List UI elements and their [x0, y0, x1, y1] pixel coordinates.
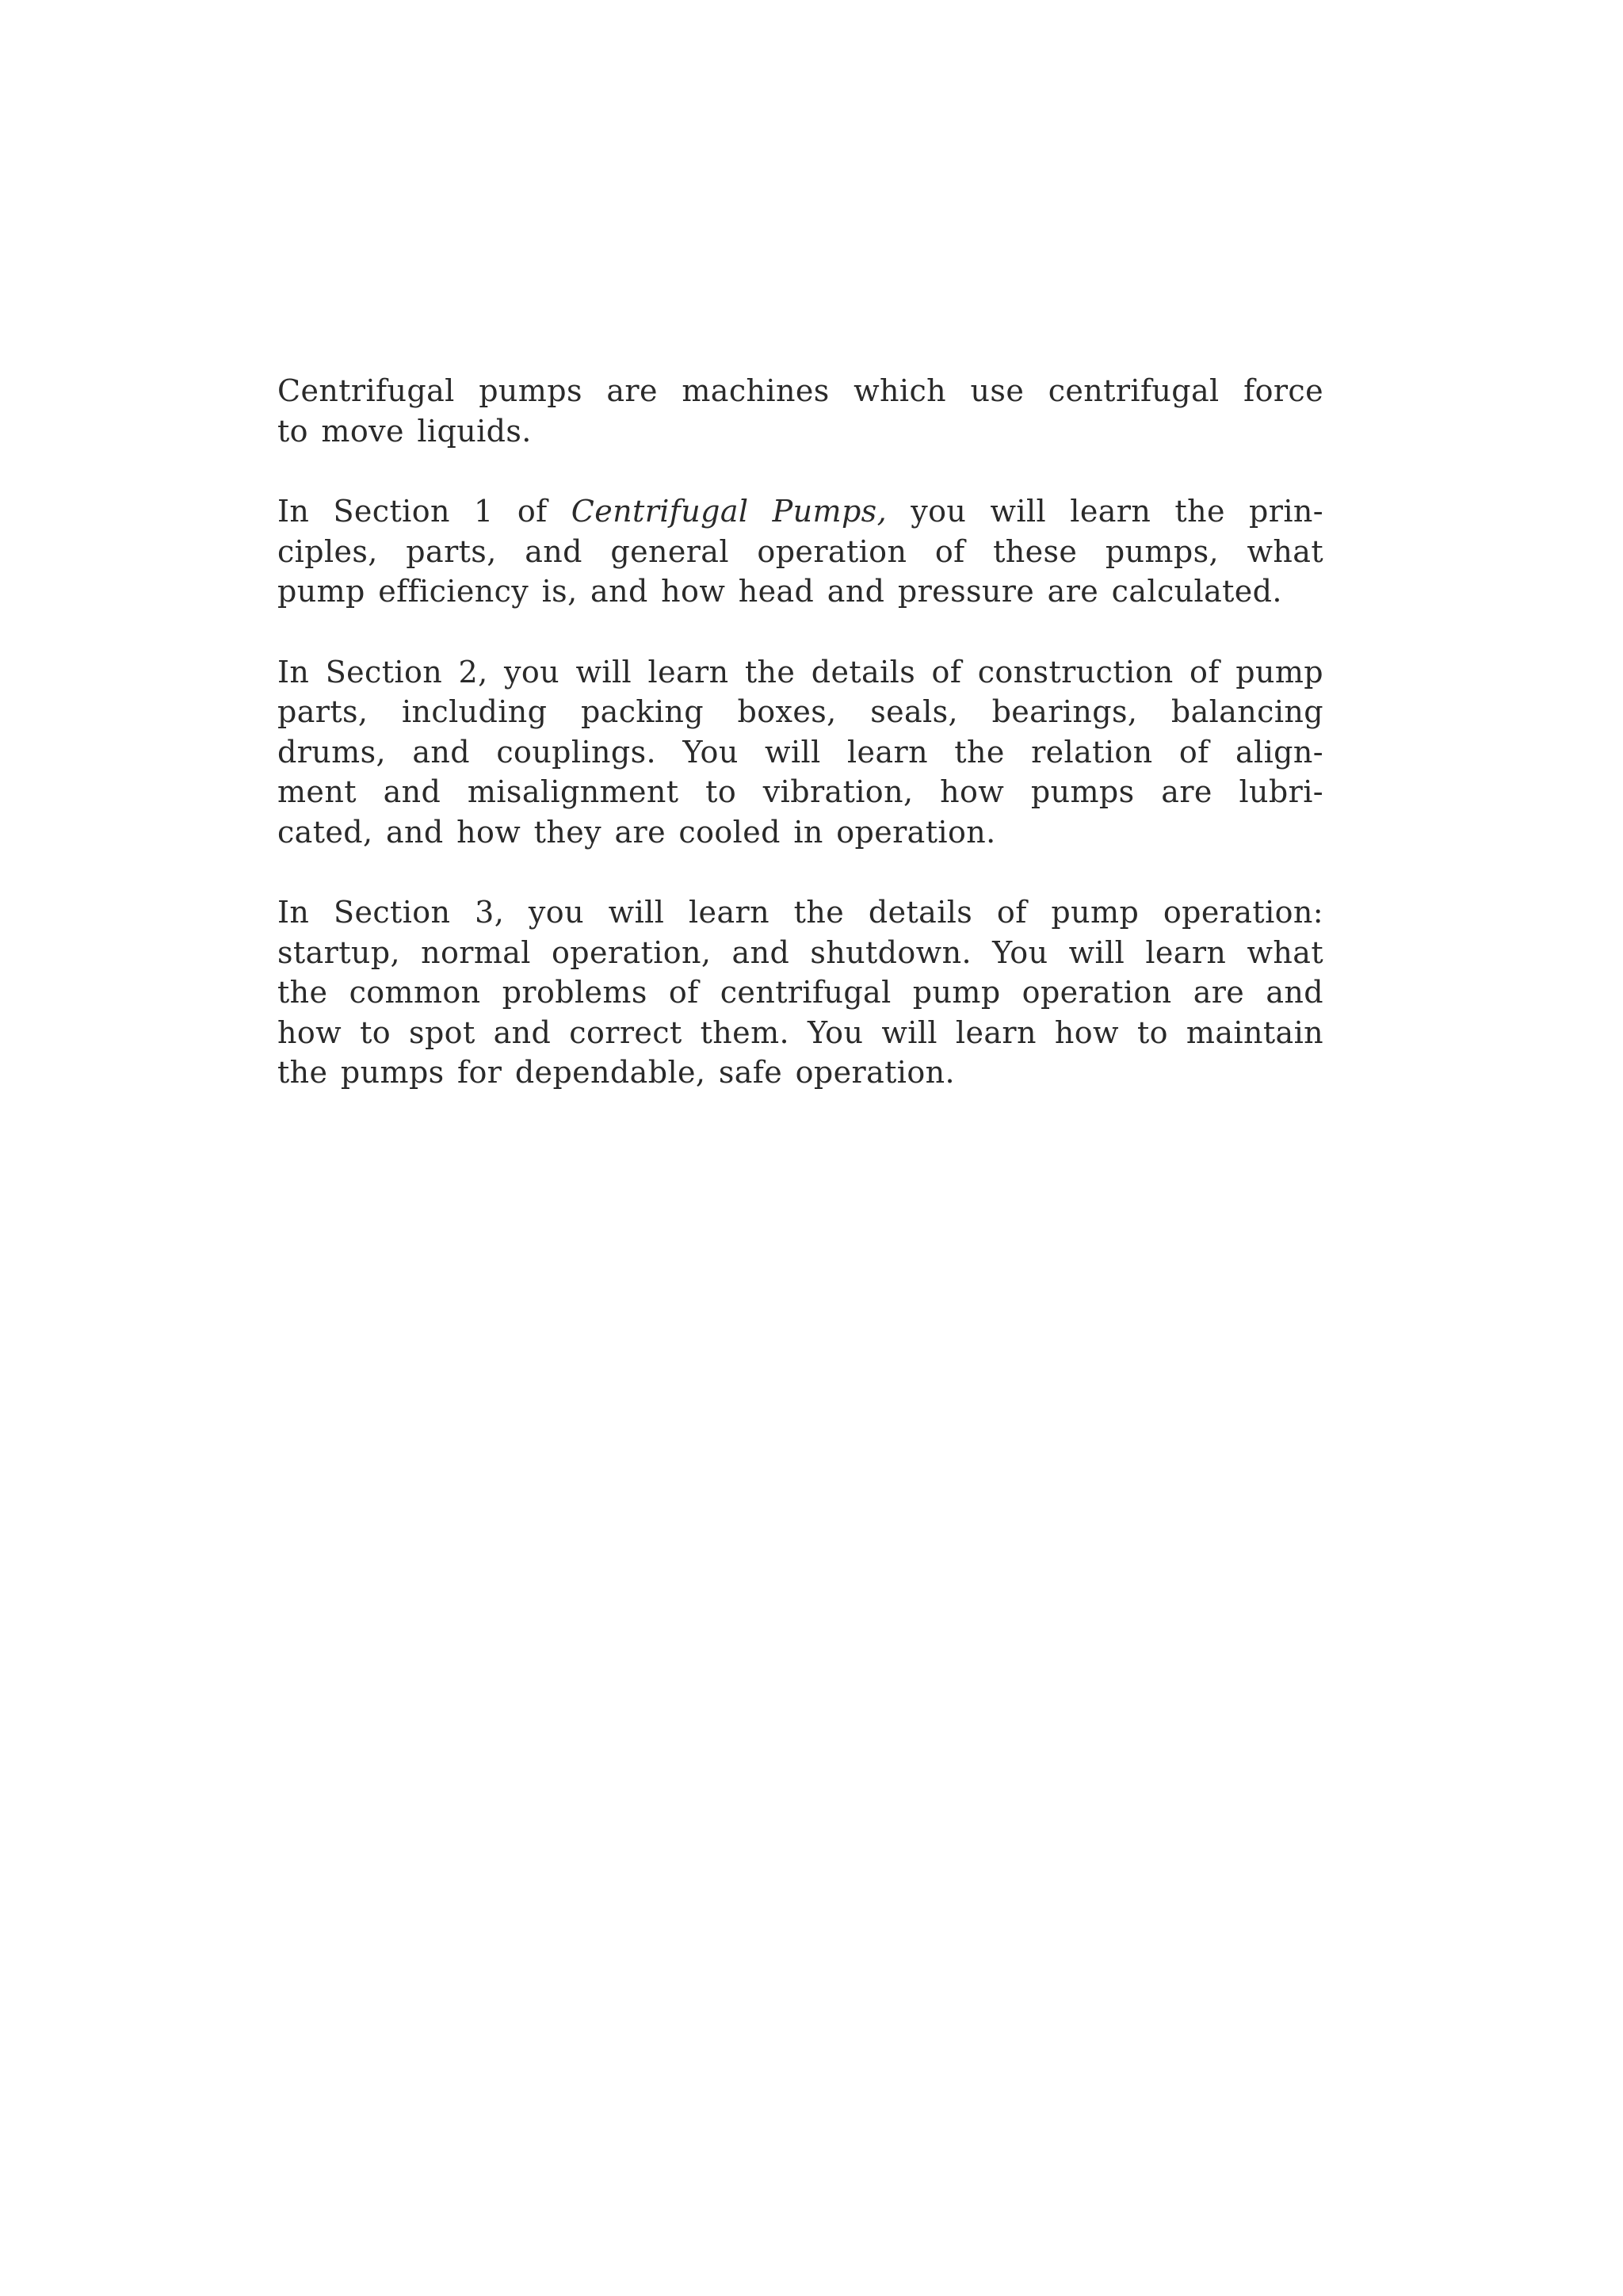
text-line: to move liquids.: [277, 413, 532, 449]
text-segment: you will learn the prin-: [887, 494, 1323, 529]
book-title: Centrifugal Pumps,: [571, 494, 888, 529]
text-line: the pumps for dependable, safe operation.: [277, 1055, 955, 1090]
body-text: [277, 371, 1323, 1093]
text-line: In Section 3, you will learn the details of pump operation:: [277, 895, 1323, 930]
paragraph-section-2: [277, 652, 1323, 853]
text-line: parts, including packing boxes, seals, bearings, balancing: [277, 694, 1323, 729]
paragraph-section-1: [277, 491, 1323, 612]
paragraph-section-3: [277, 892, 1323, 1093]
text-line: pump efficiency is, and how head and pressure are calculated.: [277, 574, 1282, 609]
text-line: the common problems of centrifugal pump operation are and: [277, 975, 1323, 1010]
text-line: how to spot and correct them. You will learn how to maintain: [277, 1014, 1323, 1050]
text-line: ciples, parts, and general operation of these pumps, what: [277, 533, 1323, 569]
text-line: startup, normal operation, and shutdown. You will learn what: [277, 934, 1323, 970]
text-line: ment and misalignment to vibration, how pumps are lubri-: [277, 774, 1323, 809]
text-line: Centrifugal pumps are machines which use centrifugal force: [277, 373, 1323, 408]
text-line: drums, and couplings. You will learn the relation of align-: [277, 734, 1323, 770]
text-line: cated, and how they are cooled in operation.: [277, 814, 996, 850]
text-line: [277, 491, 1323, 532]
paragraph-intro: [277, 371, 1323, 451]
text-segment: In Section 1 of: [277, 494, 571, 529]
text-line: In Section 2, you will learn the details of construction of pump: [277, 654, 1323, 690]
